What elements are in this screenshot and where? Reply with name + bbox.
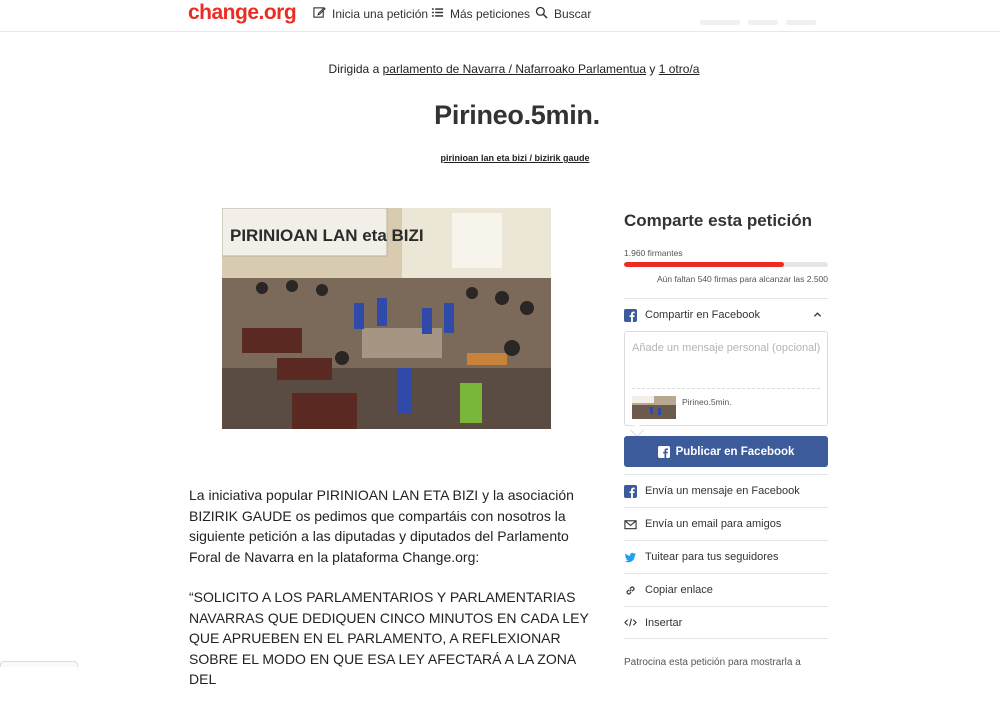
- publish-on-facebook-button[interactable]: [624, 436, 828, 467]
- facebook-preview-thumbnail: [632, 396, 676, 419]
- divider: [632, 388, 820, 389]
- copy-link-action[interactable]: [624, 573, 828, 606]
- bottom-left-tab: [0, 661, 78, 667]
- petition-body: [189, 485, 589, 710]
- embed-icon: [624, 616, 637, 629]
- sponsor-text: Patrocina esta petición para mostrarla a: [624, 657, 801, 668]
- body-paragraph: La iniciativa popular PIRINIOAN LAN ETA BIZI y la asociación BIZIRIK GAUDE os pedimos que compartáis con nosotros la siguiente petición a las diputadas y diputados del Parlamento Foral de Navarra en la plataforma Change.org:: [189, 487, 574, 565]
- chevron-up-icon: [813, 310, 822, 319]
- embed-action[interactable]: [624, 606, 828, 639]
- share-title: Comparte esta petición: [624, 211, 812, 230]
- twitter-icon: [624, 551, 637, 564]
- photo-banner-text: PIRINIOAN LAN eta BIZI: [230, 226, 424, 245]
- directed-prefix: Dirigida a: [328, 62, 380, 76]
- publish-on-facebook-label: Publicar en Facebook: [675, 445, 795, 458]
- petition-author-link[interactable]: pirinioan lan eta bizi / bizirik gaude: [440, 153, 590, 163]
- facebook-share-toggle[interactable]: [624, 298, 828, 331]
- petition-photo: [222, 208, 551, 429]
- tweet-action[interactable]: [624, 540, 828, 573]
- petition-title: Pirineo.5min.: [434, 100, 600, 130]
- search-label: Buscar: [554, 7, 592, 21]
- search-link[interactable]: [535, 6, 591, 22]
- facebook-share-label: Compartir en Facebook: [645, 309, 760, 321]
- start-petition-label: Inicia una petición: [332, 7, 429, 21]
- action-label: Tuitear para tus seguidores: [645, 551, 779, 563]
- body-paragraph: “SOLICITO A LOS PARLAMENTARIOS Y PARLAMENTARIAS NAVARRAS QUE DEDIQUEN CINCO MINUTOS EN CADA LEY QUE APRUEBEN EN EL PARLAMENTO, A REFLEXIONAR SOBRE EL MODO EN QUE ESA LEY AFECTARÁ A LA ZONA DEL: [189, 589, 589, 687]
- list-icon: [431, 6, 444, 22]
- edit-icon: [313, 6, 326, 22]
- signatures-remaining: Aún faltan 540 firmas para alcanzar las 2.500: [656, 274, 828, 284]
- action-label: Envía un mensaje en Facebook: [645, 485, 800, 497]
- change-org-logo[interactable]: change.org: [188, 1, 297, 24]
- facebook-message-action[interactable]: [624, 474, 828, 507]
- directed-other-link[interactable]: 1 otro/a: [658, 62, 700, 76]
- link-icon: [624, 584, 637, 597]
- facebook-message-box[interactable]: [624, 331, 828, 426]
- start-petition-link[interactable]: [313, 6, 428, 22]
- more-petitions-label: Más peticiones: [450, 7, 531, 21]
- facebook-message-input[interactable]: Añade un mensaje personal (opcional): [632, 342, 821, 354]
- directed-joiner: y: [649, 62, 656, 76]
- facebook-preview-title: Pirineo.5min.: [682, 397, 732, 407]
- directed-target-link[interactable]: parlamento de Navarra / Nafarroako Parlamentua: [382, 62, 647, 76]
- more-petitions-link[interactable]: [431, 6, 530, 22]
- faded-user-menu: [700, 12, 830, 20]
- search-icon: [535, 6, 548, 22]
- facebook-icon: [624, 309, 637, 322]
- signature-progress-fill: [624, 262, 784, 267]
- email-icon: [624, 518, 637, 531]
- facebook-icon: [624, 485, 637, 498]
- action-label: Envía un email para amigos: [645, 518, 782, 530]
- signers-count: 1.960 firmantes: [624, 248, 683, 258]
- facebook-icon: [658, 446, 670, 458]
- signature-progress-bar: [624, 262, 828, 267]
- action-label: Insertar: [645, 616, 683, 629]
- directed-to-line: [14, 62, 1000, 76]
- email-action[interactable]: [624, 507, 828, 540]
- top-navigation-bar: [0, 0, 1000, 32]
- action-label: Copiar enlace: [645, 584, 713, 596]
